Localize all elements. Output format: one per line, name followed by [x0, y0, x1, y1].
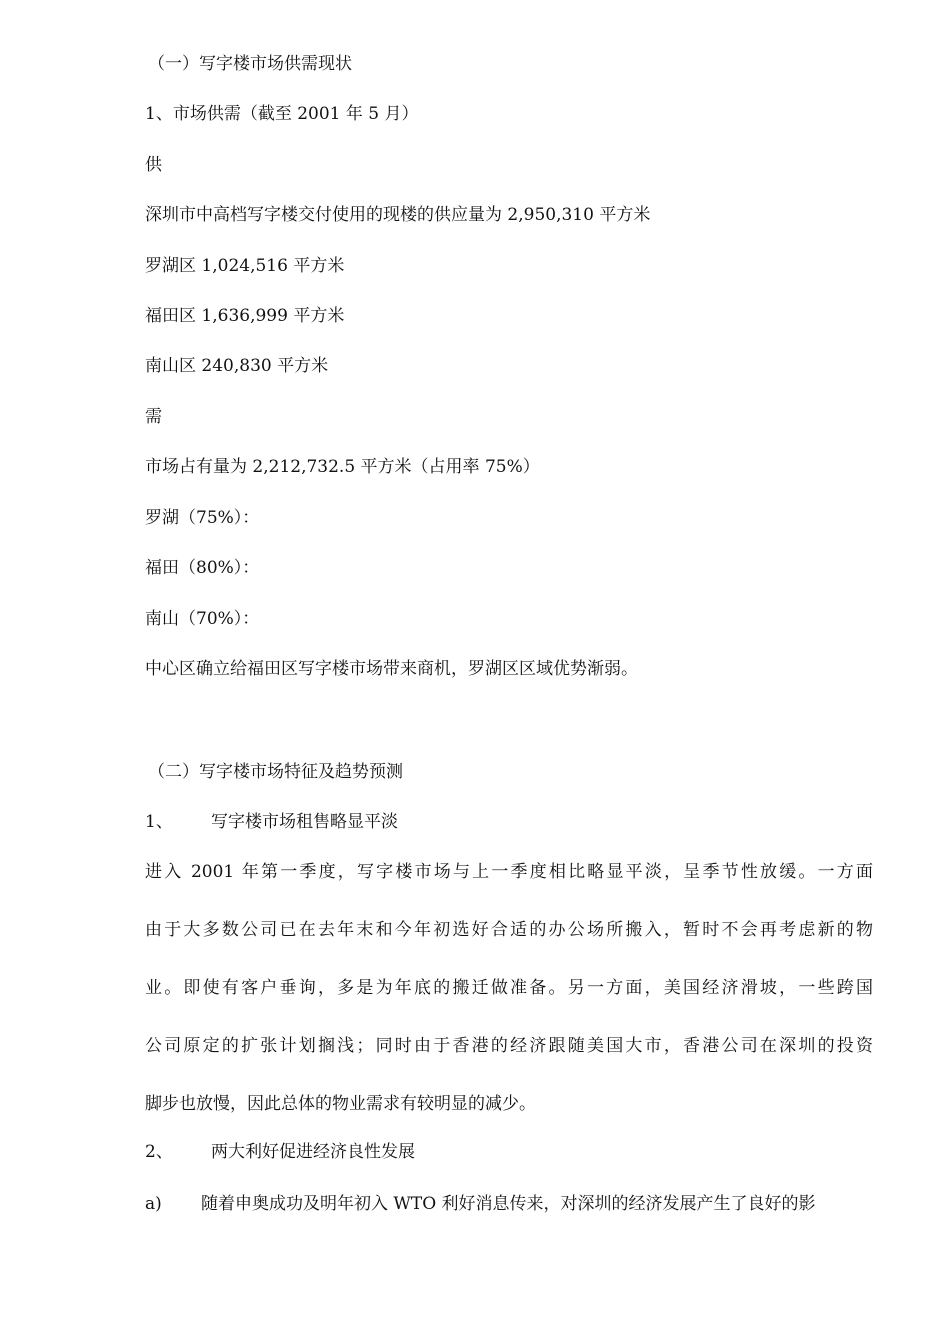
item1-title: 写字楼市场租售略显平淡: [211, 812, 398, 832]
section1-heading: （一）写字楼市场供需现状: [148, 54, 352, 74]
demand-nanshan-rate: 南山（70%）：: [145, 609, 260, 629]
paragraph-line: 脚步也放慢，因此总体的物业需求有较明显的减少。: [145, 1094, 536, 1114]
item2-heading: [145, 1140, 415, 1164]
item1-paragraph: [145, 860, 873, 1150]
paragraph-line: 由于大多数公司已在去年末和今年初选好合适的办公场所搬入，暂时不会再考虑新的物: [145, 920, 873, 940]
demand-luohu-rate: 罗湖（75%）：: [145, 508, 260, 528]
supply-futian: 福田区 1,636,999 平方米: [145, 306, 345, 326]
item-a-text: 随着申奥成功及明年初入 WTO 利好消息传来，对深圳的经济发展产生了良好的影: [201, 1194, 816, 1214]
paragraph-line: 业。即使有客户垂询，多是为年底的搬迁做准备。另一方面，美国经济滑坡，一些跨国: [145, 978, 873, 998]
paragraph-line: 公司原定的扩张计划搁浅；同时由于香港的经济跟随美国大市，香港公司在深圳的投资: [145, 1036, 873, 1056]
demand-futian-rate: 福田（80%）：: [145, 558, 260, 578]
item1-number: 1、: [145, 812, 173, 832]
paragraph-line: 进入 2001 年第一季度，写字楼市场与上一季度相比略显平淡，呈季节性放缓。一方面: [145, 862, 873, 882]
item-a: [145, 1192, 816, 1216]
item1-heading: [145, 810, 398, 834]
section2-heading: （二）写字楼市场特征及趋势预测: [148, 762, 403, 782]
demand-total: 市场占有量为 2,212,732.5 平方米（占用率 75%）: [145, 457, 540, 477]
supply-nanshan: 南山区 240,830 平方米: [145, 356, 329, 376]
section1-summary: 中心区确立给福田区写字楼市场带来商机，罗湖区区域优势渐弱。: [145, 659, 638, 679]
supply-label: 供: [145, 155, 162, 175]
supply-total: 深圳市中高档写字楼交付使用的现楼的供应量为 2,950,310 平方米: [145, 205, 651, 225]
item2-title: 两大利好促进经济良性发展: [211, 1142, 415, 1162]
demand-label: 需: [145, 407, 162, 427]
supply-luohu: 罗湖区 1,024,516 平方米: [145, 256, 345, 276]
item-a-label: a): [145, 1194, 162, 1214]
item2-number: 2、: [145, 1142, 173, 1162]
subsection-market-supply-demand: 1、市场供需（截至 2001 年 5 月）: [145, 104, 419, 124]
